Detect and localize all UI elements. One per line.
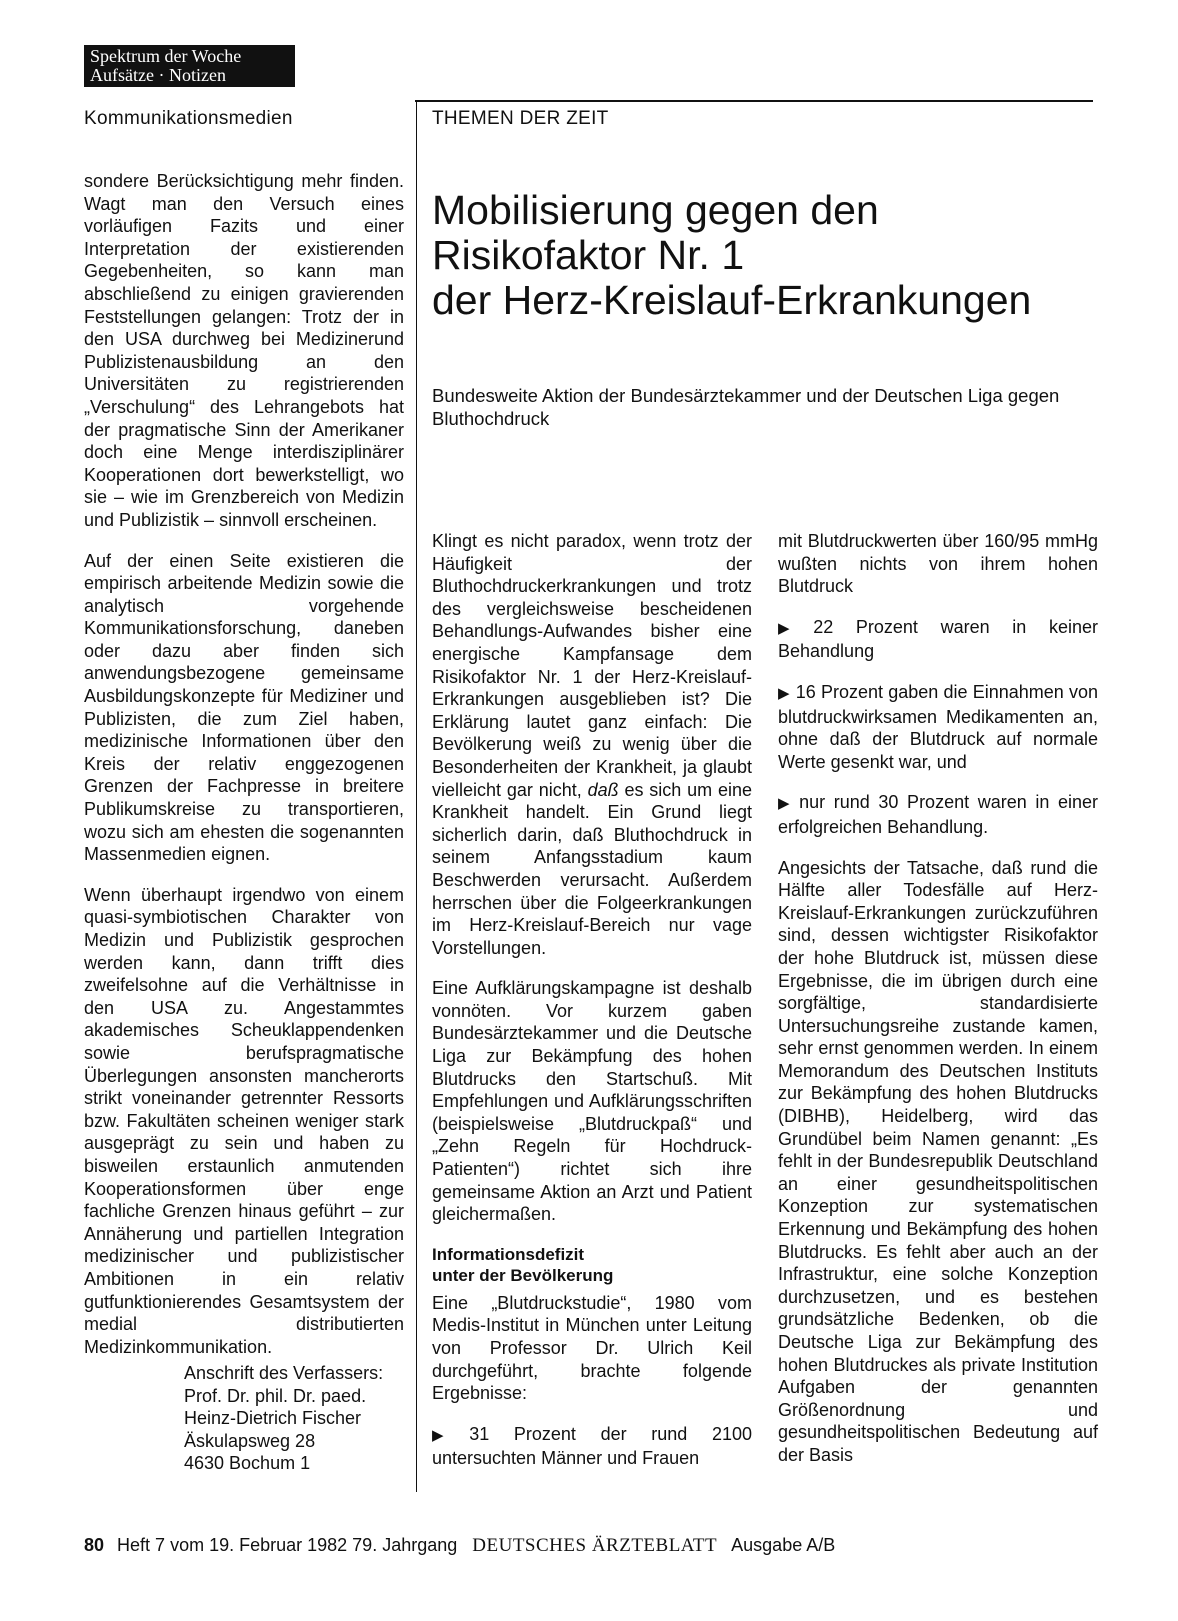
mid-paragraph-1-text: Klingt es nicht paradox, wenn trotz der Häufigkeit der Bluthochdruckerkrankungen und trotz des vergleichsweise bescheidenen Behandlungs-Aufwandes bisher eine energische Kampfansage dem Risikofaktor Nr. 1 der Herz-Kreislauf-Erkrankungen ausgeblieben ist? Die Erklärung lautet ganz einfach: Die Bevölkerung weiß zu wenig über die Besonderheiten der Krankheit, ja glaubt vielleicht gar nicht,	[432, 531, 752, 800]
page-footer	[84, 1535, 835, 1557]
title-line-3: der Herz-Kreislauf-Erkrankungen	[432, 277, 1032, 323]
article-lead: Bundesweite Aktion der Bundesärztekammer und der Deutschen Liga gegen Bluthochdruck	[432, 385, 1060, 429]
title-line-1: Mobilisierung gegen den	[432, 187, 879, 233]
emphasis-dass: daß	[587, 779, 619, 800]
middle-column	[432, 530, 752, 1488]
bullet-item-3	[778, 681, 1098, 773]
address-line-3: Äskulapsweg 28	[184, 1430, 316, 1451]
mid-paragraph-1	[432, 530, 752, 959]
mid-paragraph-1-tail: es sich um eine Krankheit handelt. Ein Grund liegt sicherlich darin, daß Bluthochdruck in seinem Anfangsstadium kaum Beschwerden verursacht. Außerdem herrschen über die Folgeerkrankungen im Herz-Kreislauf-Bereich nur vage Vorstellungen.	[432, 779, 752, 958]
right-paragraph-2: Angesichts der Tatsache, daß rund die Hälfte aller Todesfälle auf Herz-Kreislauf-Erkrankungen zurückzuführen sind, dessen wichtigster Risikofaktor der hohe Blutdruck ist, müssen diese Ergebnisse, die im übrigen durch eine sorgfältige, standardisierte Untersuchungsreihe zustande kamen, sehr ernst genommen werden. In einem Memorandum des Deutschen Instituts zur Bekämpfung des hohen Blutdrucks (DIBHB), Heidelberg, wird das Grundübel beim Namen genannt: „Es fehlt in der Bundesrepublik Deutschland an einer gesundheitspolitischen Konzeption zur systematischen Erkennung und Bekämpfung des hohen Blutdrucks. Es fehlt aber auch an der Infrastruktur, eine solche Konzeption durchzusetzen, und es bestehen grundsätzliche Bedenken, ob die Deutsche Liga zur Bekämpfung des hohen Blutdruckes als private Institution Aufgaben der genannten Größenordnung und gesundheitspolitischen Bedeutung auf der Basis	[778, 857, 1098, 1465]
article-title	[432, 188, 1092, 323]
magazine-name: DEUTSCHES ÄRZTEBLATT	[472, 1535, 718, 1556]
triangle-bullet-icon: ▶	[778, 684, 790, 702]
left-paragraph-1: sondere Berücksichtigung mehr finden. Wagt man den Versuch eines vorläufigen Fazits und einer Interpretation der existierenden Gegebenheiten, so kann man abschließend zu einigen gravierenden Feststellungen gelangen: Trotz der in den USA durchweg bei Medizinerund Publizistenausbildung an den Universitäten zu registrierenden „Verschulung“ des Lehrangebots hat der pragmatische Sinn der Amerikaner doch eine Menge interdisziplinärer Kooperationen dort bewerkstelligt, wo sie – wie im Grenzbereich von Medizin und Publizistik – sinnvoll erscheinen.	[84, 171, 404, 530]
left-paragraph-3: Wenn überhaupt irgendwo von einem quasi-symbiotischen Charakter von Medizin und Publizistik gesprochen werden kann, dann trifft dies zweifelsohne auf die Verhältnisse in den USA zu. Angestammtes akademisches Scheuklappendenken sowie berufspragmatische Überlegungen ansonsten mancherorts strikt voneinander getrennter Ressorts bzw. Fakultäten scheinen weniger stark ausgeprägt zu sein und haben zu bisweilen erstaunlich anmutenden Kooperationsformen über enge fachliche Grenzen hinaus geführt – zur Annäherung und partiellen Integration medizinischer und publizistischer Ambitionen in ein relativ gutfunktionierendes Gesamtsystem der medial distributierten Medizinkommunikation.	[84, 884, 404, 1357]
bullet-text-1: 31 Prozent der rund 2100 untersuchten Männer und Frauen	[432, 1423, 752, 1469]
badge-line-1: Spektrum der Woche	[90, 46, 242, 66]
mid-paragraph-3: Eine „Blutdruckstudie“, 1980 vom Medis-Institut in München unter Leitung von Professor Dr. Ulrich Keil durchgeführt, brachte folgende Ergebnisse:	[432, 1292, 752, 1404]
bullet-item-1	[432, 1423, 752, 1470]
triangle-bullet-icon: ▶	[432, 1426, 464, 1444]
left-paragraph-2: Auf der einen Seite existieren die empirisch arbeitende Medizin sowie die analytisch vorgehende Kommunikationsforschung, daneben oder dazu aber finden sich anwendungsbezogene gemeinsame Ausbildungskonzepte für Mediziner und Publizisten, die zum Ziel haben, medizinische Informationen über den Kreis der relativ enggezogenen Grenzen der Fachpresse in breitere Publikumskreise zu transportieren, wozu sich am ehesten die sogenannten Massenmedien eignen.	[84, 550, 404, 865]
address-line-2: Heinz-Dietrich Fischer	[184, 1408, 362, 1429]
bullet-text-2: 22 Prozent waren in keiner Behandlung	[778, 616, 1098, 662]
right-paragraph-1: mit Blutdruckwerten über 160/95 mmHg wußten nichts von ihrem hohen Blutdruck	[778, 531, 1098, 597]
page-number: 80	[84, 1535, 105, 1555]
author-address	[184, 1362, 414, 1475]
bullet-text-4: nur rund 30 Prozent waren in einer erfolgreichen Behandlung.	[778, 792, 1098, 837]
mid-paragraph-2: Eine Aufklärungskampagne ist deshalb vonnöten. Vor kurzem gaben Bundesärztekammer und die Deutsche Liga zur Bekämpfung des hohen Blutdrucks den Startschuß. Mit Empfehlungen und Aufklärungsschriften (beispielsweise „Blutdruckpaß“ und „Zehn Regeln für Hochdruck-Patienten“) richtet sich ihre gemeinsame Aktion an Arzt und Patient gleichermaßen.	[432, 978, 752, 1225]
top-rule	[415, 100, 1093, 102]
bullet-item-2	[778, 616, 1098, 663]
triangle-bullet-icon: ▶	[778, 619, 808, 637]
subheading	[432, 1244, 752, 1286]
address-line-1: Prof. Dr. phil. Dr. paed.	[184, 1385, 367, 1406]
subheading-line-1: Informationsdefizit	[432, 1244, 585, 1264]
subheading-line-2: unter der Bevölkerung	[432, 1265, 614, 1285]
title-line-2: Risikofaktor Nr. 1	[432, 232, 745, 278]
bullet-text-3: 16 Prozent gaben die Einnahmen von blutdruckwirksamen Medikamenten an, ohne daß der Blutdruck auf normale Werte gesenkt war, und	[778, 681, 1098, 772]
issue-info: Heft 7 vom 19. Februar 1982 79. Jahrgang	[117, 1535, 458, 1555]
address-line-4: 4630 Bochum 1	[184, 1453, 311, 1474]
section-badge	[84, 45, 295, 87]
column-divider	[416, 100, 417, 1492]
bullet-item-4	[778, 791, 1098, 838]
edition-label: Ausgabe A/B	[731, 1535, 836, 1555]
section-label-left: Kommunikationsmedien	[84, 108, 293, 129]
address-label: Anschrift des Verfassers:	[184, 1363, 384, 1383]
right-column	[778, 530, 1098, 1485]
badge-line-2: Aufsätze · Notizen	[90, 65, 226, 85]
section-label-right: THEMEN DER ZEIT	[432, 108, 609, 129]
left-column	[84, 170, 404, 1376]
triangle-bullet-icon: ▶	[778, 795, 794, 813]
